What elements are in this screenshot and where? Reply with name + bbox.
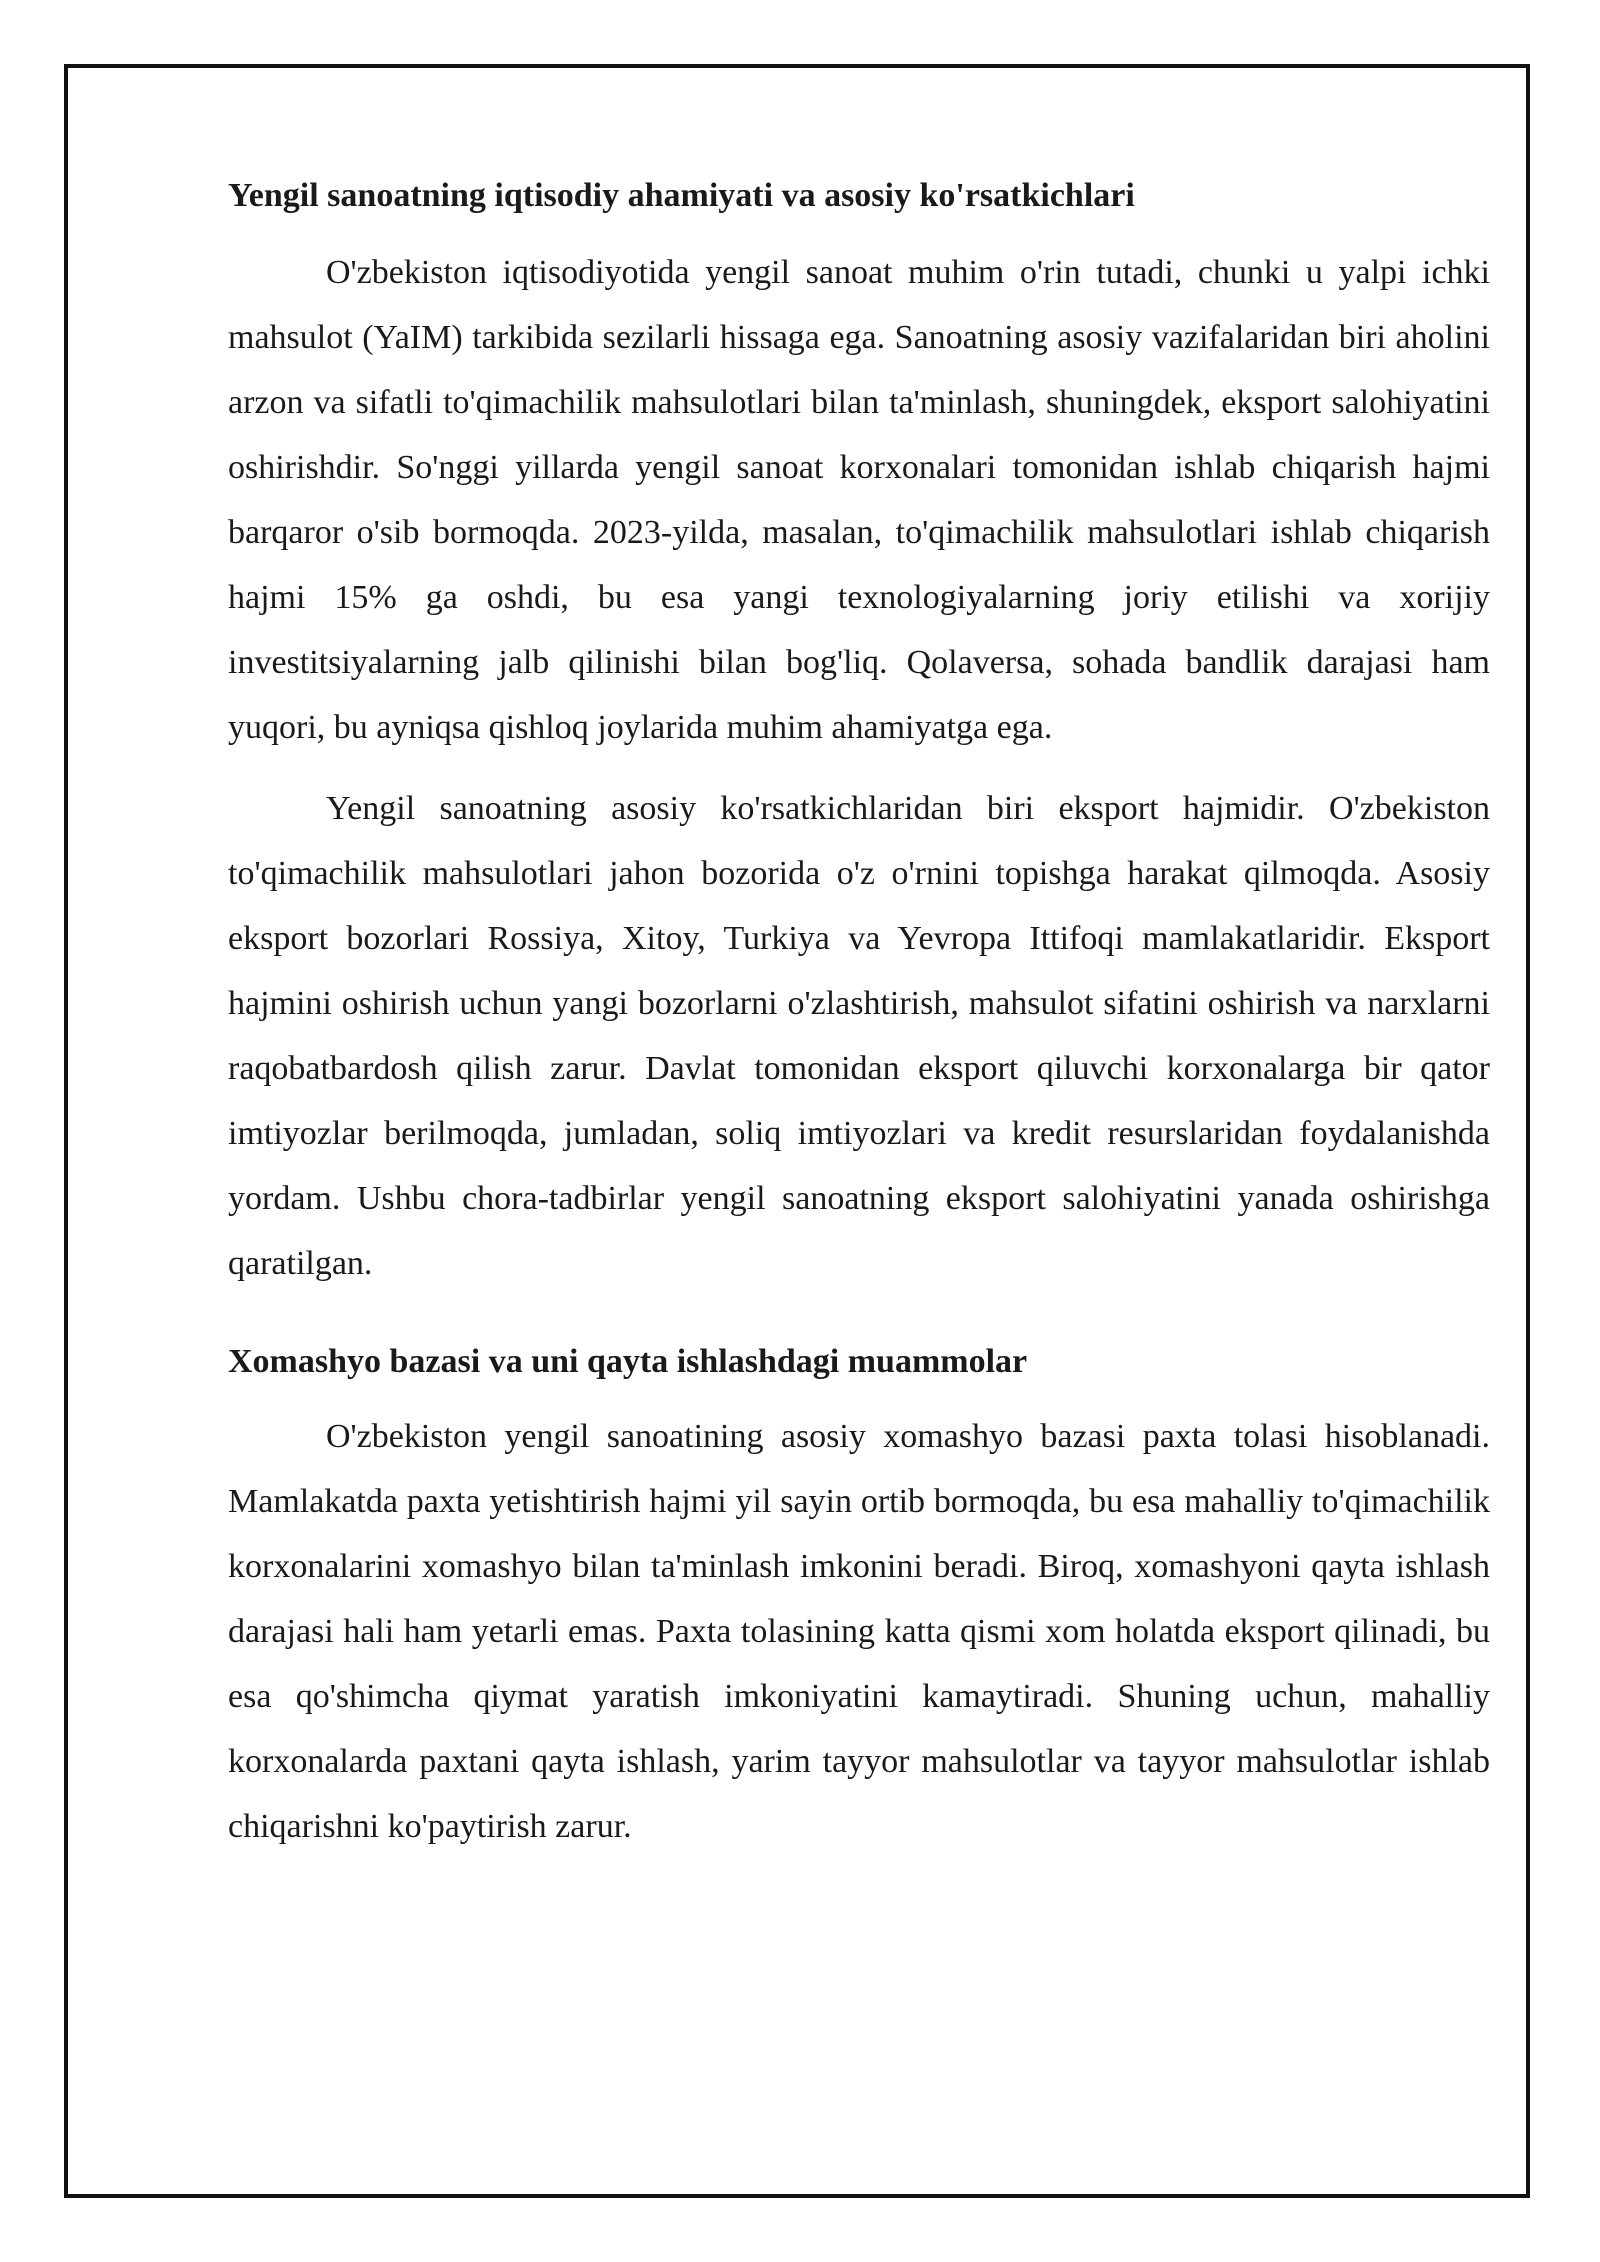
document-body (228, 168, 1490, 1875)
paragraph: O'zbekiston iqtisodiyotida yengil sanoat muhim o'rin tutadi, chunki u yalpi ichki mahsulot (YaIM) tarkibida sezilarli hissaga ega. Sanoatning asosiy vazifalaridan biri aholini arzon va sifatli to'qimachilik mahsulotlari bilan ta'minlash, shuningdek, eksport salohiyatini oshirishdir. So'nggi yillarda yengil sanoat korxonalari tomonidan ishlab chiqarish hajmi barqaror o'sib bormoqda. 2023-yilda, masalan, to'qimachilik mahsulotlari ishlab chiqarish hajmi 15% ga oshdi, bu esa yangi texnologiyalarning joriy etilishi va xorijiy investitsiyalarning jalb qilinishi bilan bog'liq. Qolaversa, sohada bandlik darajasi ham yuqori, bu ayniqsa qishloq joylarida muhim ahamiyatga ega. (228, 254, 1490, 747)
paragraph: Yengil sanoatning asosiy ko'rsatkichlaridan biri eksport hajmidir. O'zbekiston to'qimachilik mahsulotlari jahon bozorida o'z o'rnini topishga harakat qilmoqda. Asosiy eksport bozorlari Rossiya, Xitoy, Turkiya va Yevropa Ittifoqi mamlakatlaridir. Eksport hajmini oshirish uchun yangi bozorlarni o'zlashtirish, mahsulot sifatini oshirish va narxlarni raqobatbardosh qilish zarur. Davlat tomonidan eksport qiluvchi korxonalarga bir qator imtiyozlar berilmoqda, jumladan, soliq imtiyozlari va kredit resurslaridan foydalanishda yordam. Ushbu chora-tadbirlar yengil sanoatning eksport salohiyatini yanada oshirishga qaratilgan. (228, 790, 1490, 1283)
section-heading: Yengil sanoatning iqtisodiy ahamiyati va asosiy ko'rsatkichlari (228, 177, 1135, 214)
section-heading: Xomashyo bazasi va uni qayta ishlashdagi muammolar (228, 1343, 1028, 1381)
paragraph: O'zbekiston yengil sanoatining asosiy xomashyo bazasi paxta tolasi hisoblanadi. Mamlakatda paxta yetishtirish hajmi yil sayin ortib bormoqda, bu esa mahalliy to'qimachilik korxonalarini xomashyo bilan ta'minlash imkonini beradi. Biroq, xomashyoni qayta ishlash darajasi hali ham yetarli emas. Paxta tolasining katta qismi xom holatda eksport qilinadi, bu esa qo'shimcha qiymat yaratish imkoniyatini kamaytiradi. Shuning uchun, mahalliy korxonalarda paxtani qayta ishlash, yarim tayyor mahsulotlar va tayyor mahsulotlar ishlab chiqarishni ko'paytirish zarur. (228, 1418, 1490, 1846)
